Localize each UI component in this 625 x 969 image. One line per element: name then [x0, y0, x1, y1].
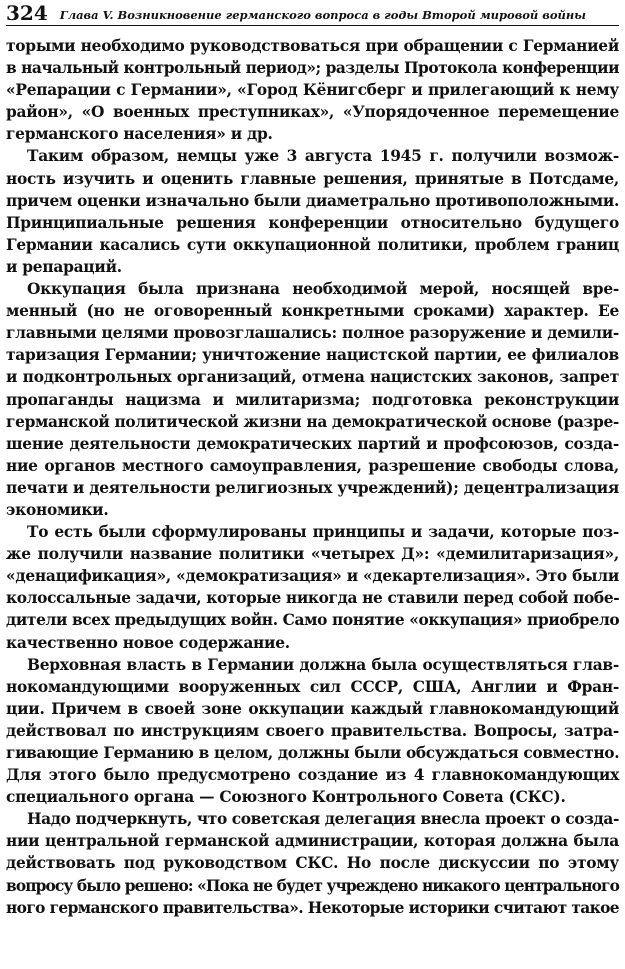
text-line: вопросу было решено: «Пока не будет учреждено никакого центрального	[6, 876, 619, 895]
text-line: гивающие Германию в целом, должны были обсуждаться совместно.	[6, 744, 620, 762]
text-line: пропаганды нацизма и милитаризма; подготовка реконструкции	[6, 390, 619, 409]
text-line: Верховная власть в Германии должна была осуществляться глав-	[27, 655, 619, 674]
text-line: германского населения» и др.	[6, 125, 273, 144]
text-line: специального органа — Союзного Контрольного Совета (СКС).	[6, 788, 566, 807]
text-line: экономики.	[6, 500, 109, 519]
text-line: таризация Германии; уничтожение нацистской партии, ее филиалов	[6, 346, 619, 365]
text-line: и репараций.	[6, 257, 122, 276]
running-head	[6, 0, 619, 26]
text-line: Надо подчеркнуть, что советская делегация внесла проект о созда-	[27, 810, 619, 829]
text-line: главными целями провозглашались: полное разоружение и демили-	[6, 324, 619, 343]
text-line: То есть были сформулированы принципы и задачи, которые поз-	[27, 523, 619, 542]
text-line: действовать под руководством СКС. Но после дискуссии по этому	[6, 854, 619, 873]
text-line: ность изучить и оценить главные решения, принятые в Потсдаме,	[6, 169, 619, 188]
text-line: причем оценки изначально были диаметрально противоположными.	[6, 191, 619, 210]
running-title: Глава V. Возникновение германского вопроса в годы Второй мировой войны	[59, 8, 586, 22]
text-line: Таким образом, немцы уже 3 августа 1945 г. получили возмож-	[27, 147, 619, 166]
text-line: Оккупация была признана необходимой мерой, носящей вре-	[27, 280, 619, 299]
body-text	[6, 35, 619, 919]
text-line: дители всех предыдущих войн. Само понятие «оккупация» приобрело	[6, 611, 620, 630]
text-line: ние органов местного самоуправления, разрешение свободы слова,	[6, 456, 619, 475]
text-line: шение деятельности демократических партий и профсоюзов, созда-	[6, 434, 619, 453]
text-line: нии центральной германской администрации, которая должна была	[6, 832, 619, 851]
text-line: же получили название политики «четырех Д»: «демилитаризация»,	[6, 545, 619, 564]
text-line: менный (но не оговоренный конкретными сроками) характер. Ее	[6, 302, 619, 321]
text-line: нокомандующими вооруженных сил СССР, США, Англии и Фран-	[6, 677, 619, 696]
text-line: печати и деятельности религиозных учреждений); децентрализация	[6, 478, 619, 497]
text-line: «денацификация», «демократизация» и «декартелизация». Это были	[6, 567, 619, 586]
text-line: торыми необходимо руководствоваться при обращении с Германией	[6, 37, 619, 55]
text-line: качественно новое содержание.	[6, 633, 290, 652]
text-line: Принципиальные решения конференции относительно будущего	[6, 213, 619, 232]
text-line: Германии касались сути оккупационной политики, проблем границ	[6, 235, 619, 254]
text-line: «Репарации с Германии», «Город Кёнигсберг и прилегающий к нему	[6, 81, 619, 100]
text-line: колоссальные задачи, которые никогда не ставили перед собой побе-	[6, 589, 620, 608]
text-line: в начальный контрольный период»; разделы Протокола конференции	[6, 59, 619, 78]
text-line: Для этого было предусмотрено создание из 4 главнокомандующих	[6, 766, 619, 785]
text-line: и подконтрольных организаций, отмена нацистских законов, запрет	[6, 368, 619, 387]
text-line: ции. Причем в своей зоне оккупации каждый главнокомандующий	[6, 699, 619, 718]
text-line: район», «О военных преступниках», «Упорядоченное перемещение	[6, 103, 619, 122]
page-number: 324	[6, 1, 48, 25]
text-line: ного германского правительства». Некоторые историки считают такое	[6, 898, 619, 917]
text-line: германской политической жизни на демократической основе (разре-	[6, 412, 619, 431]
text-line: действовал по инструкциям своего правительства. Вопросы, затра-	[6, 721, 619, 740]
